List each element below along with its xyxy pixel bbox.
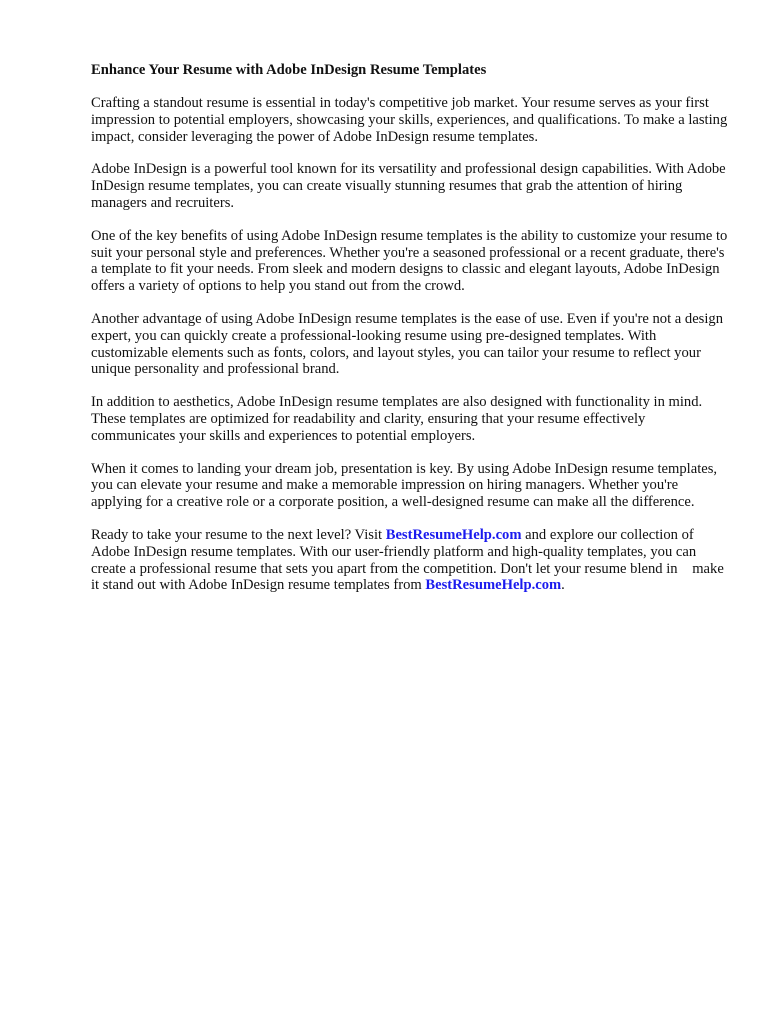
paragraph-functionality: In addition to aesthetics, Adobe InDesign resume templates are also designed with functionality in mind. These templates are optimized for readability and clarity, ensuring that your resume effectively communicates your skills and experiences to potential employers. bbox=[91, 394, 703, 444]
paragraph-closing bbox=[91, 527, 731, 594]
document-title: Enhance Your Resume with Adobe InDesign Resume Templates bbox=[91, 62, 487, 78]
paragraph-presentation: When it comes to landing your dream job, presentation is key. By using Adobe InDesign resume templates, you can elevate your resume and make a memorable impression on hiring managers. Whether you're applying for a creative role or a corporate position, a well-designed resume can make all the difference. bbox=[91, 460, 718, 511]
closing-text-1: Ready to take your resume to the next level? Visit bbox=[91, 526, 386, 543]
paragraph-intro: Crafting a standout resume is essential in today's competitive job market. Your resume serves as your first impression to potential employers, showcasing your skills, experiences, and qualifications. To make a lasting impact, consider leveraging the power of Adobe InDesign resume templates. bbox=[91, 95, 728, 145]
paragraph-ease-of-use: Another advantage of using Adobe InDesign resume templates is the ease of use. Even if you're not a design expert, you can quickly create a professional-looking resume using pre-designed templates. With customizable elements such as fonts, colors, and layout styles, you can tailor your resume to reflect your unique personality and professional brand. bbox=[91, 310, 724, 378]
bestresumehelp-link-2[interactable]: BestResumeHelp.com bbox=[425, 577, 562, 594]
paragraph-customization: One of the key benefits of using Adobe InDesign resume templates is the ability to customize your resume to suit your personal style and preferences. Whether you're a seasoned professional or a recent graduate, there's a template to fit your needs. From sleek and modern designs to classic and elegant layouts, Adobe InDesign offers a variety of options to help you stand out from the crowd. bbox=[91, 227, 728, 295]
closing-text-2: and explore our collection of Adobe InDesign resume templates. With our user-friendly platform and high-quality templates, you can create a professional resume that sets you apart from the competition. Don't let your resume blend in make it stand out with Adobe InDesign resume templates from bbox=[91, 526, 724, 594]
document-page bbox=[91, 62, 731, 610]
bestresumehelp-link[interactable]: BestResumeHelp.com bbox=[385, 526, 522, 543]
paragraph-indesign-tool: Adobe InDesign is a powerful tool known for its versatility and professional design capabilities. With Adobe InDesign resume templates, you can create visually stunning resumes that grab the attention of hiring managers and recruiters. bbox=[91, 161, 726, 211]
closing-text-3: . bbox=[561, 577, 565, 594]
